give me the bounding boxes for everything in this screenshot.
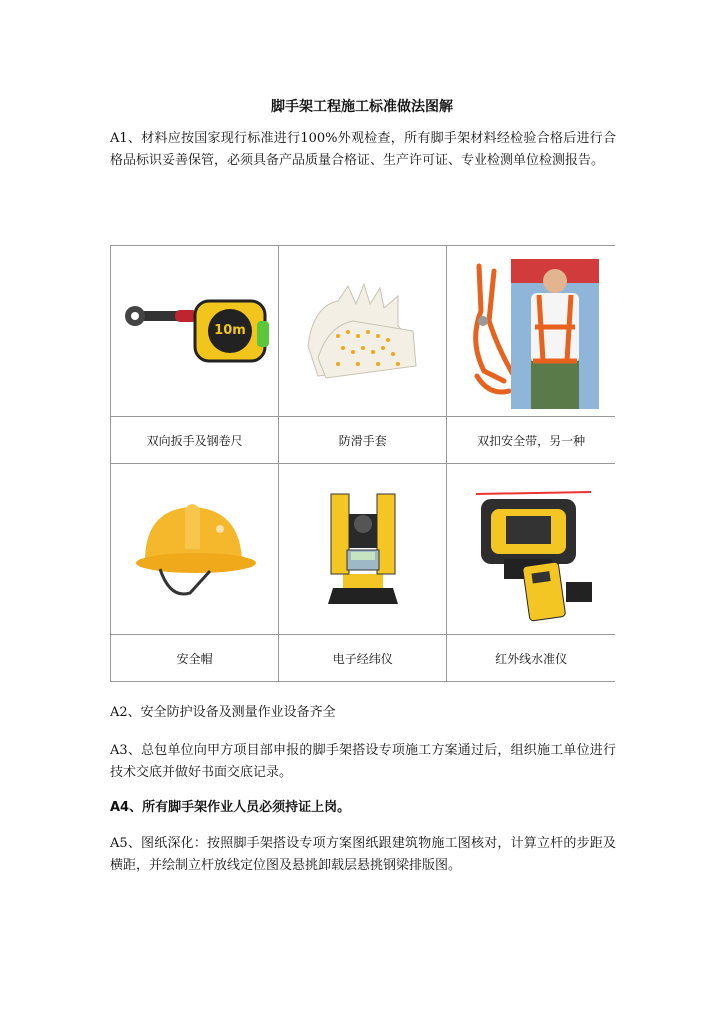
cell-wrench-tape [111,246,279,417]
tape-label: 10m [213,323,246,338]
cell-harness [447,246,615,417]
cell-helmet [111,464,279,635]
a1-text: A1、材料应按国家现行标准进行100%外观检查，所有脚手架材料经检验合格后进行合格品标识妥善保管，必须具备产品质量合格证、生产许可证、专业检测单位检测报告。 [110,131,616,168]
paragraph-a5 [110,833,616,877]
caption-theodolite: 电子经纬仪 [279,635,447,682]
paragraph-a4 [110,797,616,819]
a5-text: A5、图纸深化：按照脚手架搭设专项方案图纸跟建筑物施工图核对，计算立杆的步距及横距，并绘制立杆放线定位图及悬挑卸载层悬挑钢梁排版图。 [110,836,616,873]
caption-gloves: 防滑手套 [279,417,447,464]
paragraph-a1 [110,128,616,172]
caption-laser-level: 红外线水准仪 [447,635,615,682]
equipment-table [110,245,615,682]
helmet-icon [130,489,260,609]
wrench-tape-icon [115,271,275,391]
cell-laser-level [447,464,615,635]
a4-text: A4、所有脚手架作业人员必须持证上岗。 [110,800,351,815]
cell-theodolite [279,464,447,635]
gloves-icon [298,276,428,386]
a3-text: A3、总包单位向甲方项目部申报的脚手架搭设专项施工方案通过后，组织施工单位进行技术交底并做好书面交底记录。 [110,743,616,780]
caption-helmet: 安全帽 [111,635,279,682]
cell-gloves [279,246,447,417]
paragraph-a3 [110,740,616,784]
safety-harness-icon [459,251,604,411]
caption-harness: 双扣安全带，另一种 [447,417,615,464]
caption-wrench-tape: 双向扳手及钢卷尺 [111,417,279,464]
a2-text: A2、安全防护设备及测量作业设备齐全 [110,705,336,720]
theodolite-icon [313,484,413,614]
paragraph-a2 [110,702,616,724]
page-title: 脚手架工程施工标准做法图解 [271,99,453,115]
laser-level-icon [466,474,596,624]
